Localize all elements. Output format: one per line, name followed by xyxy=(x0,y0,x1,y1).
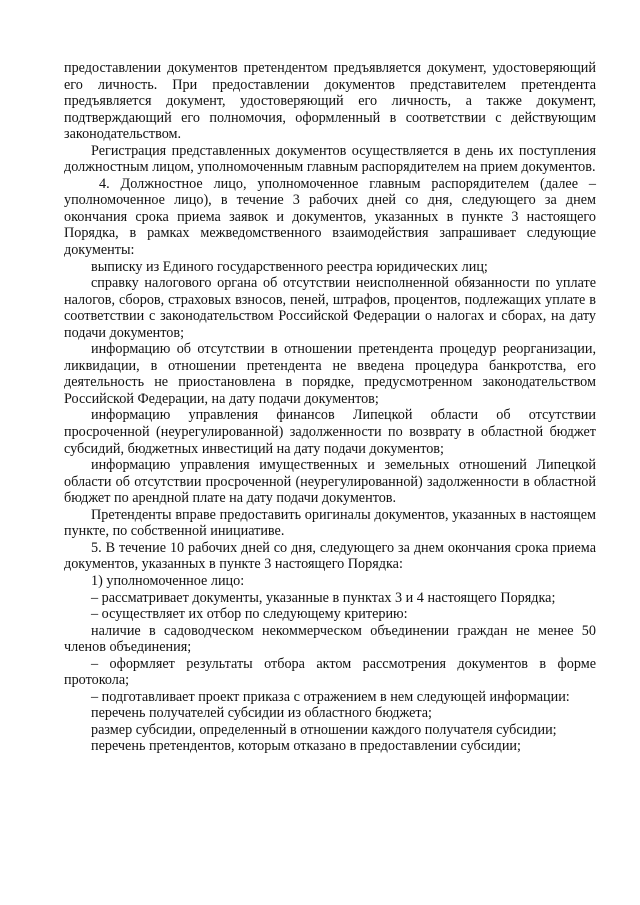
paragraph-document-presentation: предоставлении документов претендентом предъявляется документ, удостоверяющий его личность. При предоставлении документов представителем претендента предъявляется документ, удостоверяющий его личность, а также документ, подтверждающий его полномочия, оформленный в соответствии с действующим законодательством. xyxy=(64,60,596,143)
paragraph-egrul-extract: выписку из Единого государственного реестра юридических лиц; xyxy=(91,258,488,275)
paragraph-registration: Регистрация представленных документов осуществляется в день их поступления должностным лицом, уполномоченным главным распорядителем на прием документов. xyxy=(64,142,596,176)
paragraph-reviews-documents: – рассматривает документы, указанные в пунктах 3 и 4 настоящего Порядка; xyxy=(91,589,556,606)
paragraph-item-4: 4. Должностное лицо, уполномоченное главным распорядителем (далее – уполномоченное лицо), в течение 3 рабочих дней со дня, следующего за днем окончания срока приема заявок и документов, указанных в пункте 3 настоящего Порядка, в рамках межведомственного взаимодействия запрашивает следующие документы: xyxy=(64,175,596,259)
paragraph-authorized-person: 1) уполномоченное лицо: xyxy=(91,572,245,589)
paragraph-members-criterion: наличие в садоводческом некоммерческом объединении граждан не менее 50 членов объединения; xyxy=(64,622,596,656)
paragraph-item-5: 5. В течение 10 рабочих дней со дня, следующего за днем окончания срока приема документов, указанных в пункте 3 настоящего Порядка: xyxy=(64,539,596,573)
paragraph-tax-certificate: справку налогового органа об отсутствии неисполненной обязанности по уплате налогов, сборов, страховых взносов, пеней, штрафов, процентов, подлежащих уплате в соответствии с законодательством Российской Федерации о налогах и сборах, на дату подачи документов; xyxy=(64,275,596,341)
paragraph-reorganization-info: информацию об отсутствии в отношении претендента процедур реорганизации, ликвидации, в отношении претендента не введена процедура банкротства, его деятельность не приостановлена в порядке, предусмотренном законодательством Российской Федерации, на дату подачи документов; xyxy=(64,341,596,407)
paragraph-subsidy-amount: размер субсидии, определенный в отношении каждого получателя субсидии; xyxy=(91,721,557,738)
paragraph-rejected-list: перечень претендентов, которым отказано в предоставлении субсидии; xyxy=(91,738,521,755)
paragraph-finance-debt-info: информацию управления финансов Липецкой области об отсутствии просроченной (неурегулированной) задолженности по возврату в областной бюджет субсидий, бюджетных инвестиций на дату подачи документов; xyxy=(64,407,596,457)
paragraph-property-debt-info: информацию управления имущественных и земельных отношений Липецкой области об отсутствии просроченной (неурегулированной) задолженности в областной бюджет по арендной плате на дату подачи документов. xyxy=(64,457,596,507)
paragraph-originals: Претенденты вправе предоставить оригиналы документов, указанных в настоящем пункте, по собственной инициативе. xyxy=(64,506,596,540)
paragraph-recipients-list: перечень получателей субсидии из областного бюджета; xyxy=(91,705,433,722)
paragraph-draft-order: – подготавливает проект приказа с отражением в нем следующей информации: xyxy=(91,688,570,705)
paragraph-protocol: – оформляет результаты отбора актом рассмотрения документов в форме протокола; xyxy=(64,655,596,689)
paragraph-selection-criterion: – осуществляет их отбор по следующему критерию: xyxy=(91,606,408,623)
